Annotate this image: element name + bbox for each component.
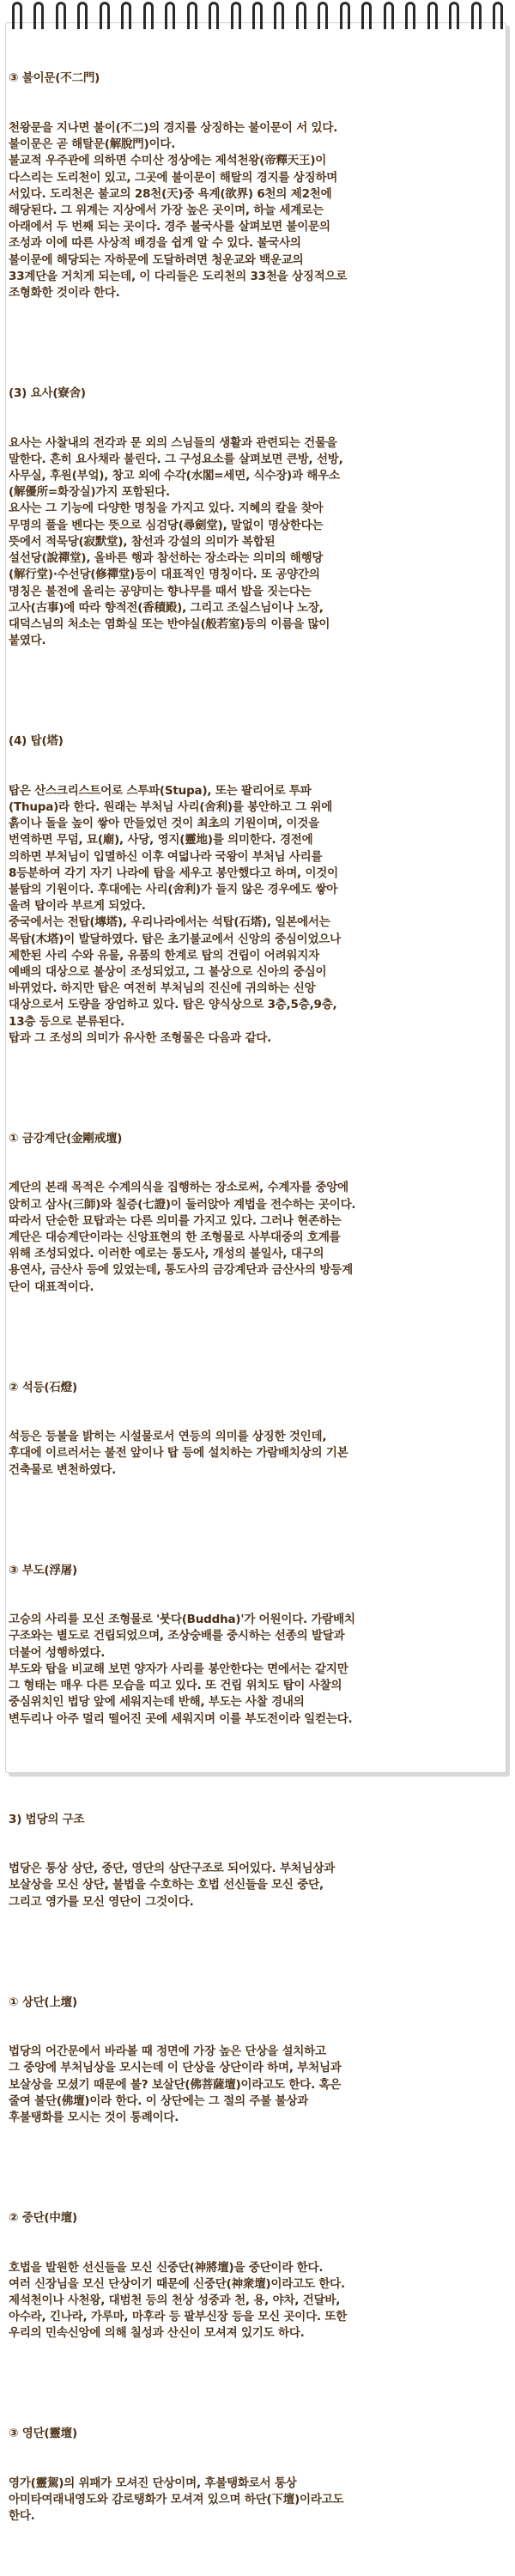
section-heading: ③ 불이문(不二門) — [9, 71, 100, 86]
section-sangdan — [9, 1961, 501, 2159]
binding-ring — [427, 2, 438, 29]
binding-ring — [340, 2, 350, 29]
binding-ring — [471, 2, 482, 29]
section-heading: ③ 부도(浮屠) — [9, 1563, 77, 1577]
section-body: 고승의 사리를 모신 조형물로 '붓다(Buddha)'가 어원이다. 가람배치 구조와는 별도로 건립되었으며, 조상숭배를 중시하는 선종의 발달과 더불어 성행하였다. 부도와 탑을 비교해 보면 양자가 사리를 봉안한다는 면에서는 같지만 그 형태는 매우 다른 모습을 띠고 있다. 또 건립 위치도 탑이 사찰의 중심위치인 법당 앞에 세워지는데 반해, 부도는 사찰 경내의 변두리나 아주 멀리 떨어진 곳에 세워지며 이를 부도전이라 일컫는다. — [9, 1613, 355, 1726]
document-text — [9, 38, 501, 2576]
binding-ring — [121, 2, 131, 29]
section-heading: ② 중단(中壇) — [9, 2210, 77, 2225]
binding-ring — [296, 2, 306, 29]
section-budo — [9, 1529, 501, 1760]
section-tap — [9, 701, 501, 1080]
binding-ring — [231, 2, 241, 29]
binding-ring — [33, 2, 44, 29]
binding-ring — [77, 2, 88, 29]
section-heading: ① 금강계단(金剛戒壇) — [9, 1131, 123, 1145]
section-body: 법당의 어간문에서 바라볼 때 정면에 가장 높은 단상을 설치하고 그 중앙에 부처님상을 모시는데 이 단상을 상단이라 하며, 부처님과 보살상을 모셨기 때문에 불? 보살단(佛菩薩壇)이라고도 한다. 혹은 줄여 불단(佛壇)이라 한다. 이 상단에는 그 절의 주불 불상과 후불탱화를 모시는 것이 통례이다. — [9, 2044, 342, 2124]
section-body: 계단의 본래 목적은 수계의식을 집행하는 장소로써, 수계자를 중앙에 앉히고 삼사(三師)와 칠증(七證)이 둘러앉아 계법을 전수하는 곳이다. 따라서 단순한 묘탑과는 다른 의미를 가지고 있다. 그러나 현존하는 계단은 대승계단이라는 신앙표현의 한 조형물로 사부대중의 호계를 위해 조성되었다. 이러한 예로는 통도사, 개성의 불일사, 대구의 용연사, 금산사 등에 있었는데, 통도사의 금강계단과 금산사의 방등계 단이 대표적이다. — [9, 1181, 356, 1294]
section-heading: (4) 탑(塔) — [9, 734, 64, 749]
section-body: 천왕문을 지나면 불이(不二)의 경지를 상징하는 불이문이 서 있다. 불이문은 곧 해탈문(解脫門)이다. 불교적 우주관에 의하면 수미산 정상에는 제석천왕(帝釋天王)이 다스리는 도리천이 있고, 그곳에 불이문이 해탈의 경지를 상징하며 서있다. 도리천은 불교의 28천(天)중 욕계(欲界) 6천의 제2천에 해당된다. 그 위계는 지상에서 가장 높은 곳이며, 하늘 세계로는 아래에서 두 번째 되는 곳이다. 경주 불국사를 살펴보면 불이문의 조성과 이에 따른 사상적 배경을 쉽게 알 수 있다. 불국사의 불이문에 해당되는 자하문에 도달하려면 청운교와 백운교의 33계단을 거치게 되는데, 이 다리들은 도리천의 33천을 상징적으로 조형화한 것이라 한다. — [9, 121, 348, 301]
section-heading: (3) 요사(寮舍) — [9, 386, 86, 401]
binding-ring — [187, 2, 197, 29]
section-body: 탑은 산스크리스트어로 스투파(Stupa), 또는 팔리어로 투파 (Thupa)라 한다. 원래는 부처님 사리(舍利)를 봉안하고 그 위에 흙이나 돌을 높이 쌓아 만들었던 것이 최초의 기원이며, 이것을 번역하면 무덤, 묘(廟), 사당, 영지(靈地)를 의미한다. 경전에 의하면 부처님이 입멸하신 이후 여덟나라 국왕이 부처님 사리를 8등분하여 각기 자기 나라에 탑을 세우고 봉안했다고 하며, 이것이 불탑의 기원이다. 후대에는 사리(舍利)가 들지 않은 경우에도 쌓아 올려 탑이라 부르게 되었다. 중국에서는 전탑(塼塔), 우리나라에서는 석탑(石塔), 일본에서는 목탑(木塔)이 발달하였다. 탑은 초기불교에서 신앙의 중심이었으나 제한된 사리 수와 유물, 유품의 한계로 탑의 건립이 어려워지자 예배의 대상으로 불상이 조성되었고, 그 불상으로 신아의 중심이 바뀌었다. 하지만 탑은 여전히 부처님의 진신에 귀의하는 신앙 대상으로서 도량을 장엄하고 있다. 탑은 양식상으로 3층,5층,9층, 13층 등으로 분류된다. 탑과 그 조성의 의미가 유사한 조형물은 다음과 같다. — [9, 783, 341, 1045]
spiral-binding — [12, 2, 503, 36]
binding-ring — [143, 2, 154, 29]
binding-ring — [361, 2, 372, 29]
section-heading: ① 상단(上壇) — [9, 1995, 77, 2009]
binding-ring — [252, 2, 263, 29]
section-heading: ② 석등(石燈) — [9, 1380, 77, 1394]
binding-ring — [56, 2, 66, 29]
section-seokdeung — [9, 1346, 501, 1511]
section-body: 영가(靈駕)의 위패가 모셔진 단상이며, 후불탱화로서 통상 아미타여래내영도와 감로탱화가 모셔져 있으며 하단(下壇)이라고도 한다. — [9, 2476, 344, 2524]
binding-ring — [12, 2, 22, 29]
binding-ring — [100, 2, 110, 29]
section-heading: ③ 영단(靈壇) — [9, 2427, 77, 2441]
section-jungdan — [9, 2178, 501, 2375]
section-body: 요사는 사찰내의 전각과 문 외의 스님들의 생활과 관련되는 건물을 말한다. 흔히 요사채라 불린다. 그 구성요소를 살펴보면 큰방, 선방, 사무실, 후원(부엌), 창고 외에 수각(水閣=세면, 식수장)과 해우소 (解優所=화장실)가지 포함된다. 요사는 그 기능에 다양한 명칭을 가지고 있다. 지혜의 칼을 찾아 무명의 풀을 벤다는 뜻으로 심검당(尋劍堂), 말없이 명상한다는 뜻에서 적묵당(寂默堂), 참선과 강설의 의미가 복합된 설선당(說禪堂), 올바른 행과 참선하는 장소라는 의미의 해행당 (解行堂)·수선당(修禪堂)등이 대표적인 명칭이다. 또 공양간의 명칭은 불전에 올리는 공양미는 향나무를 때서 밥을 짓는다는 고사(古事)에 따라 향적전(香積殿), 그리고 조실스님이나 노장, 대덕스님의 처소는 염화실 또는 반야실(般若室)등의 이름을 많이 붙였다. — [9, 435, 343, 648]
section-body: 호법을 발원한 선신들을 모신 신중단(神將壇)을 중단이라 한다. 여러 신장님을 모신 단상이기 때문에 신중단(神衆壇)이라고도 한다. 제석천이나 사천왕, 대범천 등의 천상 성중과 천, 용, 야차, 건달바, 아수라, 긴나라, 가루마, 마후라 등 팔부신장 등을 모신 곳이다. 또한 우리의 민속신앙에 의해 칠성과 산신이 모셔져 있기도 하다. — [9, 2260, 348, 2341]
binding-ring — [318, 2, 328, 29]
section-bulimun — [9, 38, 501, 335]
binding-ring — [165, 2, 175, 29]
binding-ring — [274, 2, 284, 29]
section-beopdang-structure — [9, 1778, 501, 1943]
binding-ring — [449, 2, 459, 29]
section-geumgang-gyedan — [9, 1097, 501, 1328]
binding-ring — [209, 2, 219, 29]
section-yeongdan — [9, 2393, 501, 2558]
binding-ring — [405, 2, 415, 29]
section-yosa — [9, 353, 501, 683]
section-body: 법당은 통상 상단, 중단, 영단의 삼단구조로 되어있다. 부처님상과 보살상을 모신 상단, 불법을 수호하는 호법 선신들을 모신 중단, 그리고 영가를 모신 영단이 그것이다. — [9, 1862, 336, 1909]
section-body: 석등은 등불을 밝히는 시설물로서 연등의 의미를 상징한 것인데, 후대에 이르러서는 불전 앞이나 탑 등에 설치하는 가람배치상의 기본 건축물로 변천하였다. — [9, 1430, 348, 1477]
binding-ring — [384, 2, 394, 29]
section-heading: 3) 법당의 구조 — [9, 1812, 85, 1826]
binding-ring — [493, 2, 503, 29]
